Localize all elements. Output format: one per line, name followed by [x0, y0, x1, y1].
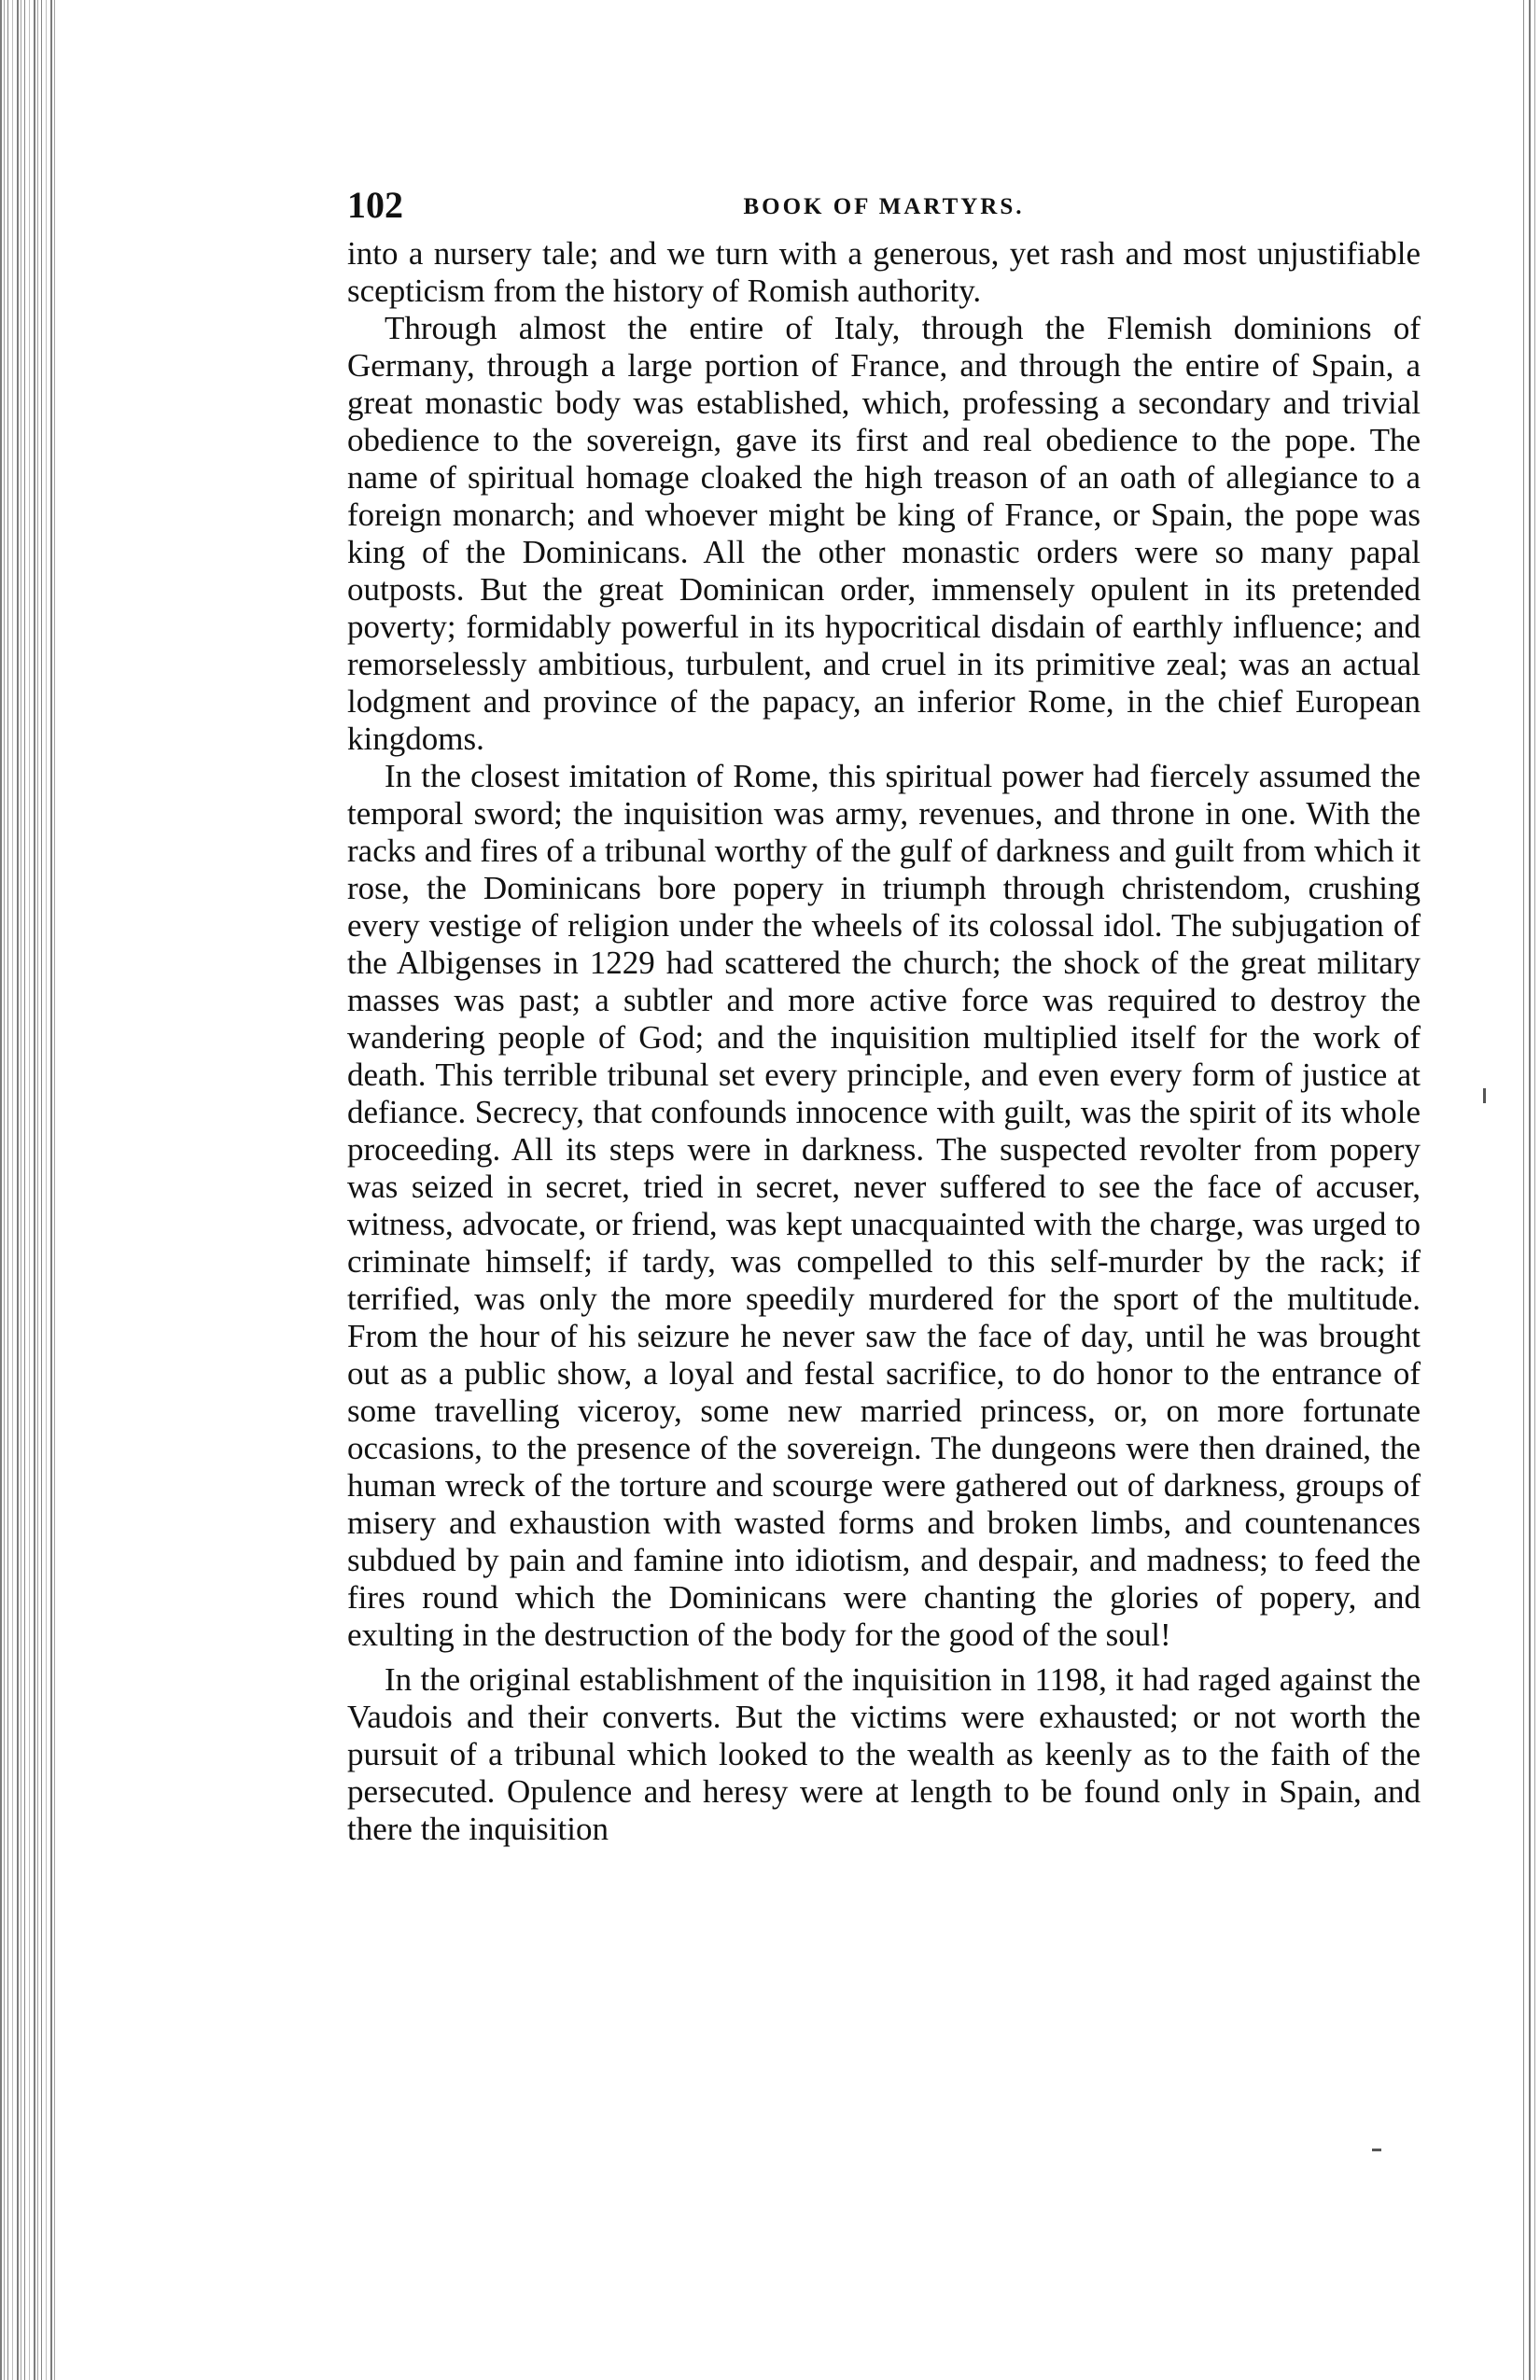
- paragraph-continued: into a nursery tale; and we turn with a generous, yet rash and most unjustifiable scepticism from the history of Romish authority.: [347, 235, 1421, 309]
- page-edge-right: [1518, 0, 1540, 2380]
- foot-mark: [1372, 2149, 1381, 2151]
- body-text: [347, 235, 1421, 1848]
- page-number: 102: [347, 184, 403, 226]
- running-title: BOOK OF MARTYRS.: [743, 194, 1025, 219]
- book-page: [347, 179, 1421, 1848]
- running-head: [347, 179, 1421, 231]
- paragraph: In the original establishment of the inquisition in 1198, it had raged against the Vaudois and their converts. But the victims were exhausted; or not worth the pursuit of a tribunal which looked to the wealth as keenly as to the faith of the persecuted. Opulence and heresy were at length to be found only in Spain, and there the inquisition: [347, 1661, 1421, 1847]
- page-edge-left: [0, 0, 56, 2380]
- margin-mark: [1483, 1088, 1486, 1103]
- paragraph: In the closest imitation of Rome, this spiritual power had fiercely assumed the temporal sword; the inquisition was army, revenues, and throne in one. With the racks and fires of a tribunal worthy of the gulf of darkness and guilt from which it rose, the Dominicans bore popery in triumph through christendom, crushing every vestige of religion under the wheels of its colossal idol. The subjugation of the Albigenses in 1229 had scattered the church; the shock of the great military masses was past; a subtler and more active force was required to destroy the wandering people of God; and the inquisition multiplied itself for the work of death. This terrible tribunal set every principle, and even every form of justice at defiance. Secrecy, that confounds innocence with guilt, was the spirit of its whole proceeding. All its steps were in darkness. The suspected revolter from popery was seized in secret, tried in secret, never suffered to see the face of accuser, witness, advocate, or friend, was kept unacquainted with the charge, was urged to criminate himself; if tardy, was compelled to this self-murder by the rack; if terrified, was only the more speedily murdered for the sport of the multitude. From the hour of his seizure he never saw the face of day, until he was brought out as a public show, a loyal and festal sacrifice, to do honor to the entrance of some travelling viceroy, some new married princess, or, on more fortunate occasions, to the presence of the sovereign. The dungeons were then drained, the human wreck of the torture and scourge were gathered out of darkness, groups of misery and exhaustion with wasted forms and broken limbs, and countenances subdued by pain and famine into idiotism, and despair, and madness; to feed the fires round which the Dominicans were chanting the glories of popery, and exulting in the destruction of the body for the good of the soul!: [347, 758, 1421, 1653]
- paragraph: Through almost the entire of Italy, through the Flemish dominions of Germany, through a large portion of France, and through the entire of Spain, a great monastic body was established, which, professing a secondary and trivial obedience to the sovereign, gave its first and real obedience to the pope. The name of spiritual homage cloaked the high treason of an oath of allegiance to a foreign monarch; and whoever might be king of France, or Spain, the pope was king of the Dominicans. All the other monastic orders were so many papal outposts. But the great Dominican order, immensely opulent in its pretended poverty; formidably powerful in its hypocritical disdain of earthly influence; and remorselessly ambitious, turbulent, and cruel in its primitive zeal; was an actual lodgment and province of the papacy, an inferior Rome, in the chief European kingdoms.: [347, 310, 1421, 757]
